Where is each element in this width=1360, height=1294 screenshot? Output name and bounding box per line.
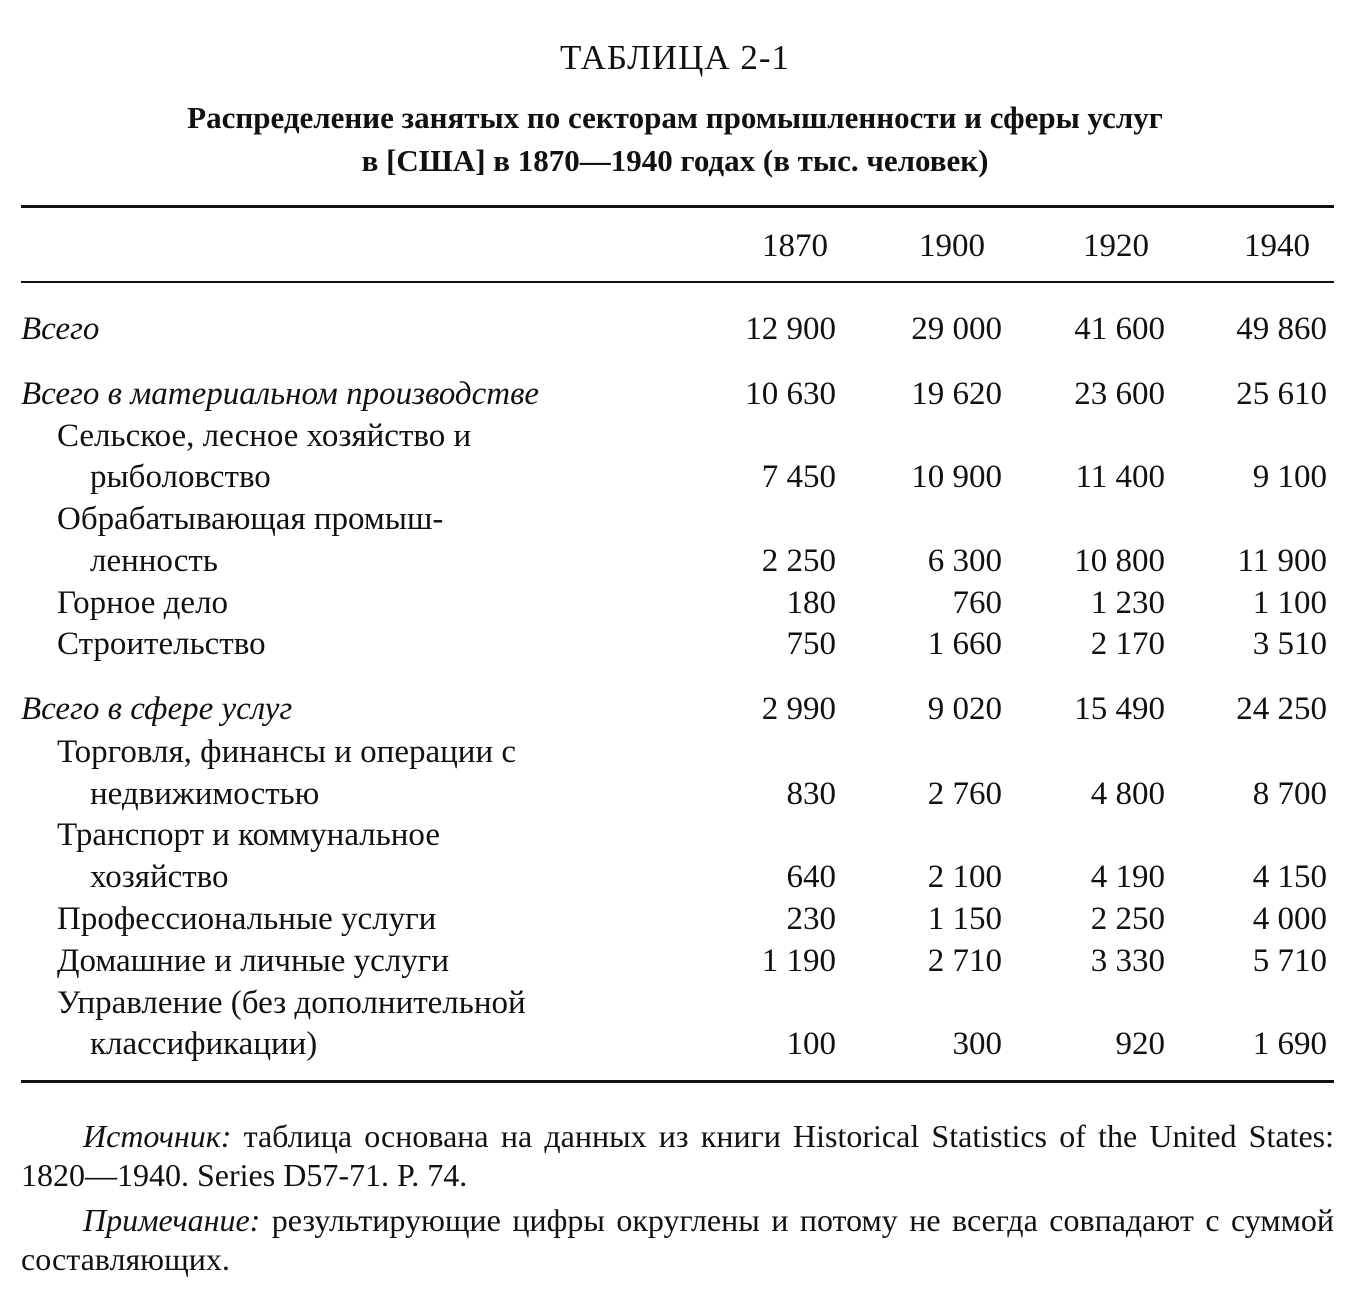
source-footnote [21,1117,1334,1195]
row-label-manufacturing-cont: ленность [90,543,218,579]
cell-transport-1920: 4 190 [1090,859,1165,895]
cell-services-1940: 24 250 [1236,691,1327,727]
note-footnote [21,1201,1334,1279]
cell-transport-1870: 640 [786,859,836,895]
row-label-trade: Торговля, финансы и операции с [57,734,517,770]
cell-government-1870: 100 [786,1026,836,1062]
cell-material-1870: 10 630 [745,376,836,412]
row-label-trade-cont: недвижимостью [90,776,320,812]
cell-trade-1920: 4 800 [1090,776,1165,812]
row-label-total: Всего [21,311,100,347]
cell-domestic-1900: 2 710 [927,943,1002,979]
cell-mining-1920: 1 230 [1090,585,1165,621]
cell-government-1900: 300 [952,1026,1002,1062]
cell-total-1940: 49 860 [1236,311,1327,347]
cell-material-1920: 23 600 [1074,376,1165,412]
table-number: ТАБЛИЦА 2-1 [559,38,791,77]
table-header-rule [21,281,1334,283]
cell-services-1900: 9 020 [927,691,1002,727]
row-label-transport: Транспорт и коммунальное [57,817,440,853]
row-label-agriculture-cont: рыболовство [90,459,271,495]
cell-professional-1900: 1 150 [927,901,1002,937]
cell-domestic-1940: 5 710 [1252,943,1327,979]
row-label-mining: Горное дело [57,585,229,621]
table-bottom-rule [21,1080,1334,1083]
row-label-material-total: Всего в материальном производстве [21,376,540,412]
table-title-line-2: в [США] в 1870—1940 годах (в тыс. человек) [361,143,989,178]
cell-manufacturing-1940: 11 900 [1237,543,1327,579]
table-title-line-1: Распределение занятых по секторам промышленности и сферы услуг [187,100,1163,135]
cell-total-1900: 29 000 [911,311,1002,347]
cell-agriculture-1940: 9 100 [1252,459,1327,495]
cell-agriculture-1870: 7 450 [761,459,836,495]
cell-professional-1940: 4 000 [1252,901,1327,937]
cell-mining-1870: 180 [786,585,836,621]
table-title [0,96,1350,182]
row-label-agriculture: Сельское, лесное хозяйство и [57,418,472,454]
cell-trade-1940: 8 700 [1252,776,1327,812]
column-header-1940: 1940 [1244,228,1310,264]
cell-professional-1920: 2 250 [1090,901,1165,937]
cell-material-1940: 25 610 [1236,376,1327,412]
cell-transport-1940: 4 150 [1252,859,1327,895]
cell-mining-1940: 1 100 [1252,585,1327,621]
row-label-domestic: Домашние и личные услуги [57,943,449,979]
cell-construction-1940: 3 510 [1252,626,1327,662]
row-label-manufacturing: Обрабатывающая промыш- [57,501,444,537]
cell-total-1870: 12 900 [745,311,836,347]
cell-trade-1870: 830 [786,776,836,812]
cell-mining-1900: 760 [952,585,1002,621]
cell-domestic-1920: 3 330 [1090,943,1165,979]
cell-manufacturing-1870: 2 250 [761,543,836,579]
table-top-rule [21,205,1334,208]
cell-agriculture-1900: 10 900 [911,459,1002,495]
source-text: таблица основана на данных из книги Historical Statistics of the United States: 1820—1940. Series D57-71. P. 74. [21,1118,1334,1193]
cell-government-1920: 920 [1115,1026,1165,1062]
row-label-construction: Строительство [57,626,266,662]
column-header-1870: 1870 [762,228,828,264]
source-lead: Источник: [83,1118,232,1154]
cell-manufacturing-1900: 6 300 [927,543,1002,579]
row-label-services-total: Всего в сфере услуг [21,691,293,727]
cell-manufacturing-1920: 10 800 [1074,543,1165,579]
cell-services-1870: 2 990 [761,691,836,727]
cell-transport-1900: 2 100 [927,859,1002,895]
cell-government-1940: 1 690 [1252,1026,1327,1062]
cell-professional-1870: 230 [786,901,836,937]
cell-construction-1900: 1 660 [927,626,1002,662]
cell-services-1920: 15 490 [1074,691,1165,727]
cell-total-1920: 41 600 [1074,311,1165,347]
row-label-professional: Профессиональные услуги [57,901,437,937]
cell-construction-1920: 2 170 [1090,626,1165,662]
column-header-1920: 1920 [1083,228,1149,264]
note-text: результирующие цифры округлены и потому не всегда совпадают с суммой составляющих. [21,1202,1334,1277]
cell-domestic-1870: 1 190 [761,943,836,979]
cell-trade-1900: 2 760 [927,776,1002,812]
column-header-1900: 1900 [919,228,985,264]
row-label-government: Управление (без дополнительной [57,985,526,1021]
cell-material-1900: 19 620 [911,376,1002,412]
cell-agriculture-1920: 11 400 [1075,459,1165,495]
cell-construction-1870: 750 [786,626,836,662]
row-label-government-cont: классификации) [90,1026,318,1062]
row-label-transport-cont: хозяйство [90,859,229,895]
note-lead: Примечание: [83,1202,261,1238]
